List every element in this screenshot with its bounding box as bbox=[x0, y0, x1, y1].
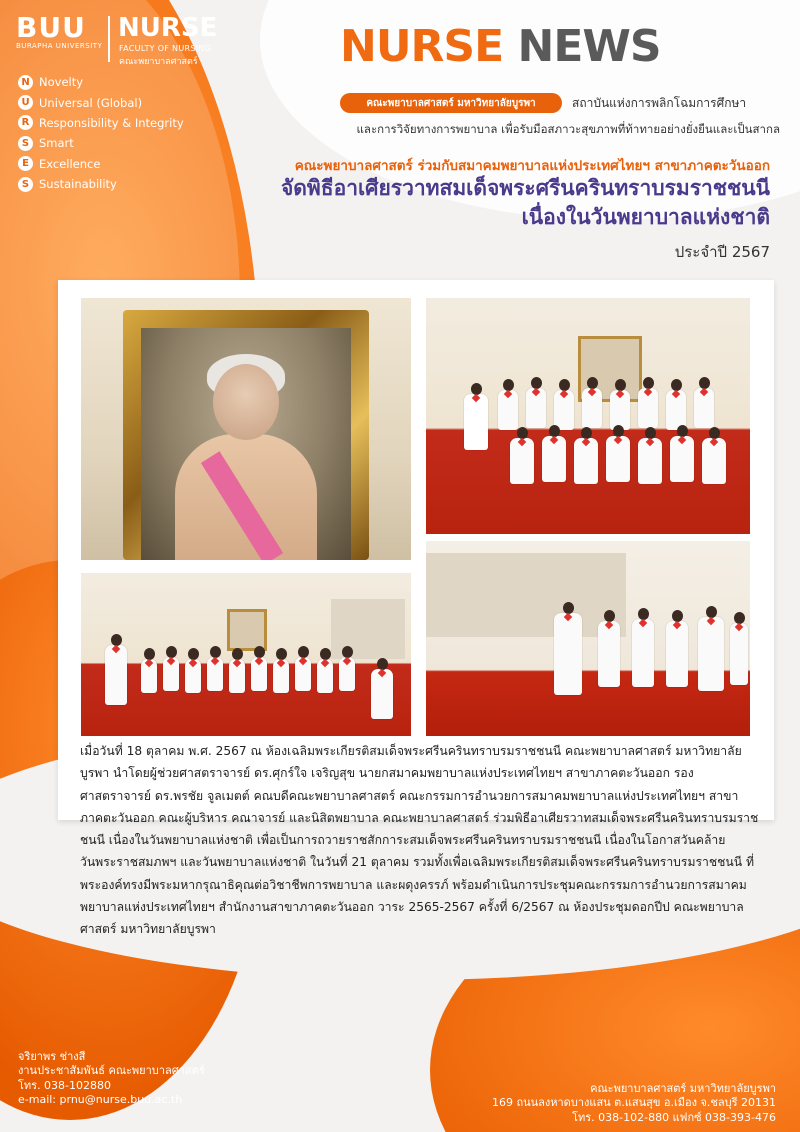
article-title-line1: จัดพิธีอาเศียรวาทสมเด็จพระศรีนครินทราบรมราชชนนี bbox=[280, 176, 770, 200]
person bbox=[185, 659, 201, 693]
portrait-photo bbox=[81, 298, 411, 560]
group-photo-1 bbox=[426, 298, 750, 534]
value-text: Excellence bbox=[39, 156, 101, 171]
person bbox=[498, 390, 518, 430]
footer-address-line3: โทร. 038-102-880 แฟกซ์ 038-393-476 bbox=[572, 1110, 776, 1124]
person bbox=[207, 657, 223, 691]
person bbox=[554, 613, 582, 695]
person bbox=[670, 436, 694, 482]
article-subheading: คณะพยาบาลศาสตร์ ร่วมกับสมาคมพยาบาลแห่งประเทศไทยฯ สาขาภาคตะวันออก bbox=[294, 158, 770, 174]
motto-line2: และการวิจัยทางการพยาบาล เพื่อรับมือสภาวะสุขภาพที่ท้าทายอย่างยั่งยืนและเป็นสากล bbox=[356, 122, 780, 136]
person bbox=[317, 659, 333, 693]
person bbox=[598, 621, 620, 687]
value-letter: N bbox=[18, 75, 33, 90]
person bbox=[694, 388, 714, 428]
person bbox=[273, 659, 289, 693]
article-title-line2: เนื่องในวันพยาบาลแห่งชาติ bbox=[521, 205, 770, 229]
faculty-logo bbox=[16, 11, 218, 67]
footer-unit: งานประชาสัมพันธ์ คณะพยาบาลศาสตร์ bbox=[18, 1064, 205, 1078]
values-list bbox=[18, 72, 184, 194]
masthead-word2: NEWS bbox=[517, 21, 661, 72]
value-text: Novelty bbox=[39, 75, 84, 90]
value-item bbox=[18, 174, 184, 194]
portrait-face bbox=[213, 364, 279, 440]
person bbox=[666, 390, 686, 430]
person bbox=[229, 659, 245, 693]
person bbox=[141, 659, 157, 693]
person bbox=[163, 657, 179, 691]
person bbox=[702, 438, 726, 484]
value-text: Sustainability bbox=[39, 177, 117, 192]
footer-address-line1: คณะพยาบาลศาสตร์ มหาวิทยาลัยบูรพา bbox=[590, 1082, 776, 1095]
article-body: เมื่อวันที่ 18 ตุลาคม พ.ศ. 2567 ณ ห้องเฉลิมพระเกียรติสมเด็จพระศรีนครินทราบรมราชชนนี คณะพยาบาลศาสตร์ มหาวิทยาลัยบูรพา นำโดยผู้ช่วยศาสตราจารย์ ดร.ศุกร์ใจ เจริญสุข นายกสมาคมพยาบาลแห่งประเทศไทยฯ สาขาภาคตะวันออก รองศาสตราจารย์ ดร.พรชัย จูลเมตต์ คณบดีคณะพยาบาลศาสตร์ คณะกรรมการอำนวยการสมาคมพยาบาลแห่งประเทศไทยฯ สาขาภาคตะวันออก คณะผู้บริหาร คณาจารย์ และนิสิตพยาบาล คณะพยาบาลศาสตร์ ร่วมพิธีอาเศียรวาทสมเด็จพระศรีนครินทราบรมราชชนนี เนื่องในวันพยาบาลแห่งชาติ เพื่อเป็นการถวายราชสักการะสมเด็จพระศรีนครินทราบรมราชชนนี เนื่องในโอกาสวันคล้ายวันพระราชสมภพฯ และวันพยาบาลแห่งชาติ ในวันที่ 21 ตุลาคม รวมทั้งเพื่อเฉลิมพระเกียรติสมเด็จพระศรีนครินทราบรมราชชนนี ที่พระองค์ทรงมีพระมหากรุณาธิคุณต่อวิชาชีพการพยาบาล และผดุงครรภ์ พร้อมดำเนินการประชุมคณะกรรมการอำนวยการสมาคมพยาบาลแห่งประเทศไทยฯ สำนักงานสาขาภาคตะวันออก วาระ 2565-2567 ครั้งที่ 6/2567 ณ ห้องประชุมดอกปีป คณะพยาบาลศาสตร์ มหาวิทยาลัยบูรพา bbox=[80, 744, 759, 937]
article-title bbox=[190, 174, 770, 232]
person bbox=[574, 438, 598, 484]
value-item bbox=[18, 113, 184, 133]
value-letter: R bbox=[18, 115, 33, 130]
article-year: ประจำปี 2567 bbox=[674, 243, 770, 261]
person bbox=[698, 617, 724, 691]
person bbox=[339, 657, 355, 691]
faculty-pill: คณะพยาบาลศาสตร์ มหาวิทยาลัยบูรพา bbox=[340, 93, 562, 113]
value-item bbox=[18, 72, 184, 92]
value-text: Universal (Global) bbox=[39, 95, 143, 110]
person bbox=[638, 388, 658, 428]
logo-name: NURSE bbox=[118, 13, 218, 43]
person bbox=[606, 436, 630, 482]
value-letter: E bbox=[18, 156, 33, 171]
value-letter: U bbox=[18, 95, 33, 110]
masthead-word1: NURSE bbox=[340, 21, 504, 72]
person bbox=[638, 438, 662, 484]
footer-address bbox=[440, 1082, 776, 1125]
value-letter: S bbox=[18, 177, 33, 192]
logo-faculty-th: คณะพยาบาลศาสตร์ bbox=[119, 57, 198, 67]
person bbox=[610, 390, 630, 430]
footer-phone: โทร. 038-102880 bbox=[18, 1078, 112, 1092]
footer-address-line2: 169 ถนนลงหาดบางแสน ต.แสนสุข อ.เมือง จ.ชลบุรี 20131 bbox=[491, 1096, 776, 1110]
footer-author: จริยาพร ช่างสี bbox=[18, 1050, 86, 1063]
person bbox=[730, 623, 748, 685]
value-item bbox=[18, 92, 184, 112]
person bbox=[554, 390, 574, 430]
value-text: Responsibility & Integrity bbox=[39, 115, 184, 130]
person bbox=[464, 394, 488, 450]
person bbox=[251, 657, 267, 691]
logo-divider bbox=[108, 16, 110, 62]
person bbox=[371, 669, 393, 719]
wall-gallery bbox=[426, 553, 626, 637]
person bbox=[666, 621, 688, 687]
person bbox=[105, 645, 127, 705]
wall-portrait bbox=[227, 609, 267, 651]
ceremony-photo bbox=[426, 541, 750, 736]
value-item bbox=[18, 133, 184, 153]
value-item bbox=[18, 154, 184, 174]
person bbox=[632, 619, 654, 687]
person bbox=[542, 436, 566, 482]
value-letter: S bbox=[18, 136, 33, 151]
logo-short: BUU bbox=[16, 11, 86, 44]
logo-faculty-en: FACULTY OF NURSING bbox=[119, 44, 212, 53]
person bbox=[295, 657, 311, 691]
person bbox=[526, 388, 546, 428]
person bbox=[582, 388, 602, 428]
group-photo-2 bbox=[81, 573, 411, 736]
motto-line1: สถาบันแห่งการพลิกโฉมการศึกษา bbox=[572, 96, 747, 110]
logo-university: BURAPHA UNIVERSITY bbox=[16, 42, 103, 50]
masthead-title bbox=[340, 22, 661, 72]
person bbox=[510, 438, 534, 484]
footer-email[interactable]: e-mail: prnu@nurse.buu.ac.th bbox=[18, 1092, 183, 1106]
value-text: Smart bbox=[39, 136, 74, 151]
footer-contact bbox=[18, 1050, 205, 1107]
